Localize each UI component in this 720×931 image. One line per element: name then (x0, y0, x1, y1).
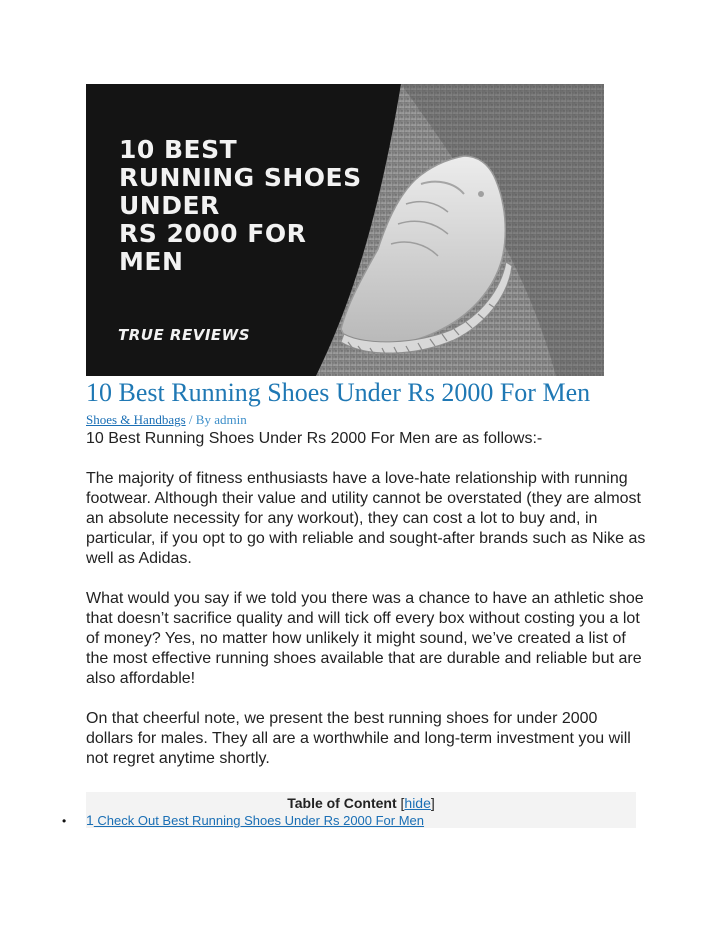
article-body (86, 429, 646, 789)
intro-paragraph: 10 Best Running Shoes Under Rs 2000 For Men are as follows:- (86, 430, 543, 447)
toc-item-number: 1 (86, 812, 94, 828)
bullet-icon: • (62, 814, 67, 828)
post-meta (86, 412, 247, 428)
byline: / By admin (185, 412, 247, 427)
toc-title: Table of Content (287, 795, 397, 811)
toc-bracket: ] (430, 795, 435, 811)
body-paragraph: The majority of fitness enthusiasts have a love-hate relationship with running footwear. Although their value and utility cannot be overstated (they are almost an absolute necessity for any workout), they can cost a lot to buy and, in particular, if you opt to go with reliable and sought-after brands such as Nike as well as Adidas. (86, 470, 646, 567)
post-title[interactable]: 10 Best Running Shoes Under Rs 2000 For Men (86, 378, 591, 407)
toc-hide-link[interactable]: hide (404, 795, 431, 811)
category-link[interactable]: Shoes & Handbags (86, 412, 186, 427)
body-paragraph: What would you say if we told you there was a chance to have an athletic shoe that doesn’t sacrifice quality and will tick off every box without costing you a lot of money? Yes, no matter how unlikely it might sound, we’ve created a list of the most effective running shoes available that are durable and reliable but are also affordable! (86, 590, 644, 687)
toc-item (62, 811, 424, 830)
hero-title: 10 BEST RUNNING SHOES UNDER RS 2000 FOR MEN (119, 135, 362, 276)
toc-list (62, 811, 424, 830)
toc-bracket: [ (396, 795, 405, 811)
hero-image (86, 84, 604, 376)
toc-item-link[interactable]: Check Out Best Running Shoes Under Rs 2000 For Men (93, 813, 425, 828)
body-paragraph: On that cheerful note, we present the best running shoes for under 2000 dollars for males. They all are a worthwhile and long-term investment you will not regret anytime shortly. (86, 710, 631, 767)
hero-tagline: TRUE REVIEWS (118, 326, 251, 344)
toc-header (86, 792, 636, 813)
